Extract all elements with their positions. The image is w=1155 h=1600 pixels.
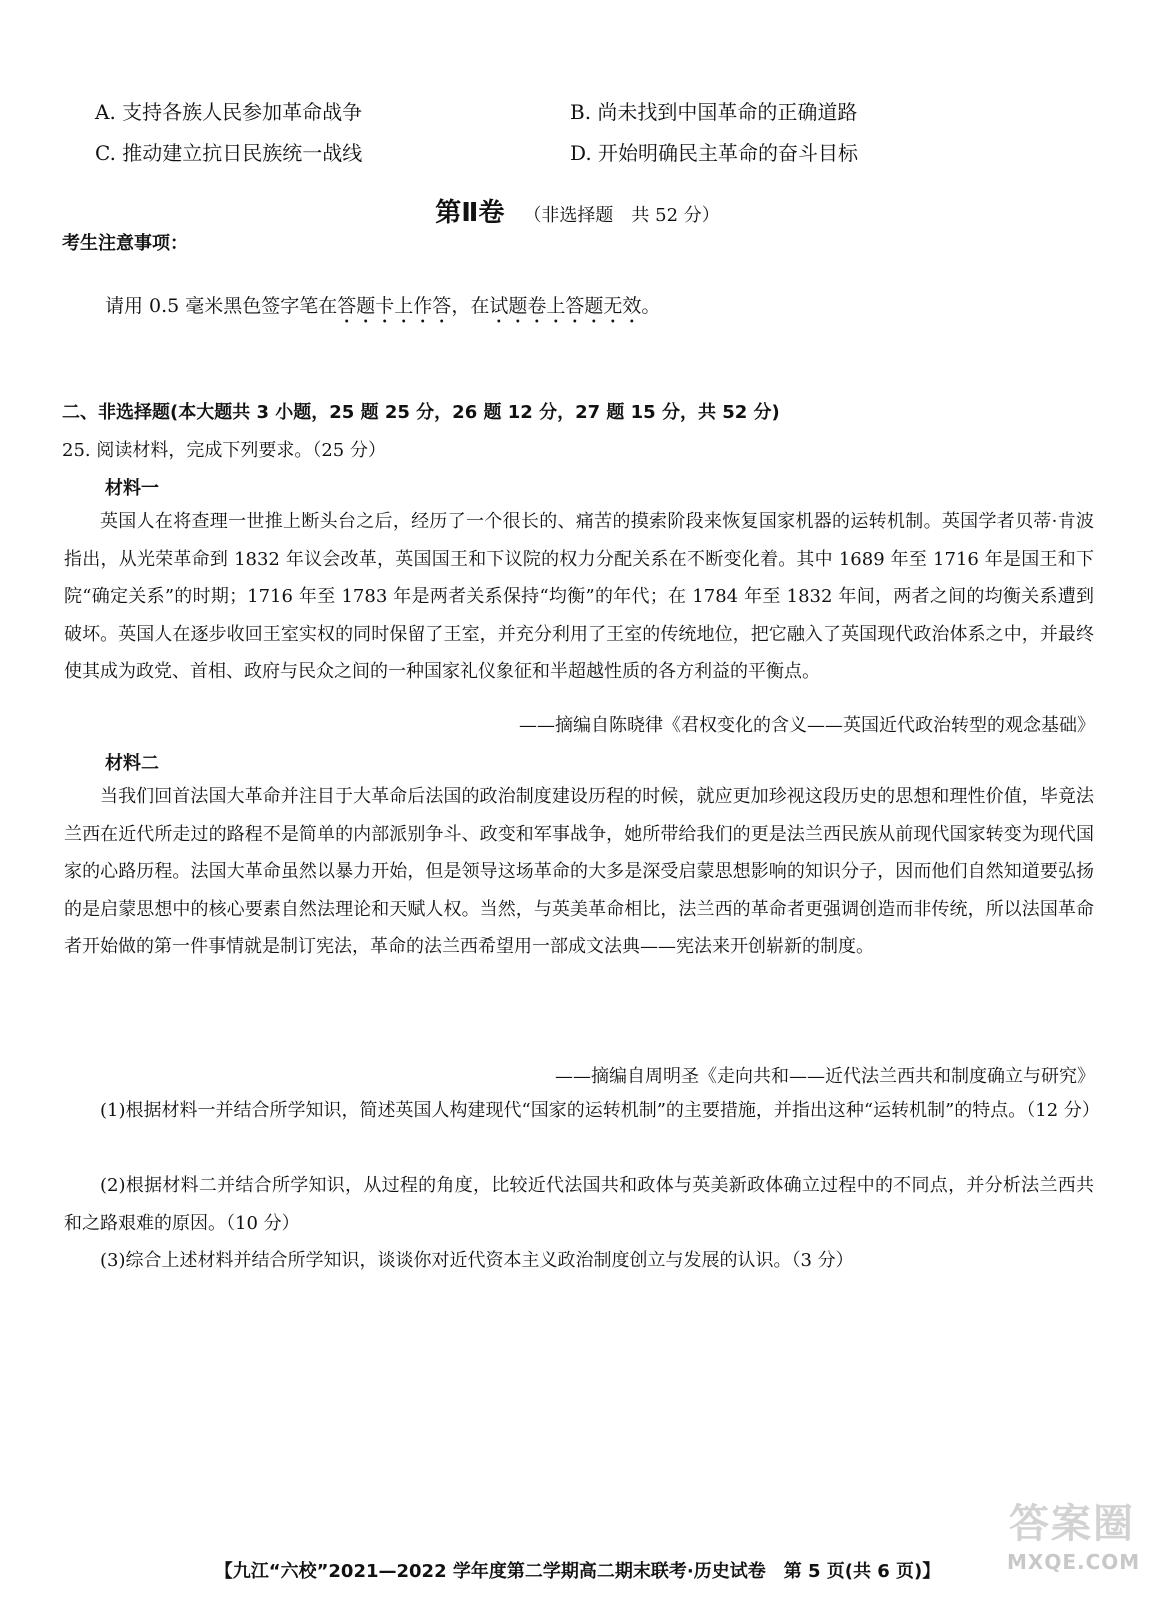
option-a: A. 支持各族人民参加革命战争 <box>95 100 363 124</box>
watermark-en: MXQE.COM <box>1007 1550 1141 1574</box>
material2-text: 当我们回首法国大革命并注目于大革命后法国的政治制度建设历程的时候，就应更加珍视这段历史的思想和理性价值，毕竟法兰西在近代所走过的路程不是简单的内部派别争斗、政变和军事战争，她所带给我们的更是法兰西民族从前现代国家转变为现代国家的心路历程。法国大革命虽然以暴力开始，但是领导这场革命的大多是深受启蒙思想影响的知识分子，因而他们自然知道要弘扬的是启蒙思想中的核心要素自然法理论和天赋人权。当然，与英美革命相比，法兰西的革命者更强调创造而非传统，所以法国革命者开始做的第一件事情就是制订宪法，革命的法兰西希望用一部成文法典——宪法来开创崭新的制度。 <box>64 786 1094 957</box>
notice-emph-card: 答题卡上作答 <box>337 295 452 317</box>
notice-text-before: 请用 0.5 毫米黑色签字笔在 <box>105 295 338 317</box>
section-header <box>0 192 1155 229</box>
q25-subquestion-2: (2)根据材料二并结合所学知识，从过程的角度，比较近代法国共和政体与英美新政体确立过程中的不同点，并分析法兰西共和之路艰难的原因。（10 分） <box>64 1175 1094 1234</box>
option-c: C. 推动建立抗日民族统一战线 <box>95 141 363 165</box>
notice-text <box>105 291 660 328</box>
section-subtitle: （非选择题 共 52 分） <box>523 205 720 226</box>
option-b: B. 尚未找到中国革命的正确道路 <box>570 100 858 124</box>
material2-source: ——摘编自周明圣《走向共和——近代法兰西共和制度确立与研究》 <box>555 1066 1095 1087</box>
notice-text-end: 。 <box>641 295 661 317</box>
page-footer: 【九江“六校”2021—2022 学年度第二学期高二期末联考·历史试卷 第 5 页(共 6 页)】 <box>214 1561 941 1582</box>
option-d: D. 开始明确民主革命的奋斗目标 <box>570 141 859 165</box>
watermark-logo <box>1007 1492 1141 1582</box>
part2-heading: 二、非选择题(本大题共 3 小题，25 题 25 分，26 题 12 分，27 题 15 分，共 52 分) <box>62 402 780 423</box>
material1-source: ——摘编自陈晓律《君权变化的含义——英国近代政治转型的观念基础》 <box>519 715 1095 736</box>
notice-heading: 考生注意事项： <box>62 233 188 254</box>
q25-subquestion-1: (1)根据材料一并结合所学知识，简述英国人构建现代“国家的运转机制”的主要措施，并指出这种“运转机制”的特点。（12 分） <box>100 1100 1100 1121</box>
notice-emph-invalid: 试题卷上答题无效 <box>489 295 642 317</box>
q25-stem: 25. 阅读材料，完成下列要求。（25 分） <box>62 440 386 461</box>
watermark-cn: 答案圈 <box>1009 1501 1135 1547</box>
q25-subquestion-3: (3)综合上述材料并结合所学知识，谈谈你对近代资本主义政治制度创立与发展的认识。（3 分） <box>100 1250 854 1271</box>
material1-text: 英国人在将查理一世推上断头台之后，经历了一个很长的、痛苦的摸索阶段来恢复国家机器的运转机制。英国学者贝蒂·肯波指出，从光荣革命到 1832 年议会改革，英国国王和下议院的权力分配关系在不断变化着。其中 1689 年至 1716 年是国王和下院“确定关系”的时期；1716 年至 1783 年是两者关系保持“均衡”的年代；在 1784 年至 1832 年间，两者之间的均衡关系遭到破坏。英国人在逐步收回王室实权的同时保留了王室，并充分利用了王室的传统地位，把它融入了英国现代政治体系之中，并最终使其成为政党、首相、政府与民众之间的一种国家礼仪象征和半超越性质的各方利益的平衡点。 <box>64 511 1094 682</box>
material1-label: 材料一 <box>105 478 159 499</box>
material2-label: 材料二 <box>105 753 159 774</box>
section-title: 第Ⅱ卷 <box>435 198 505 228</box>
notice-text-mid: ，在 <box>451 295 490 317</box>
